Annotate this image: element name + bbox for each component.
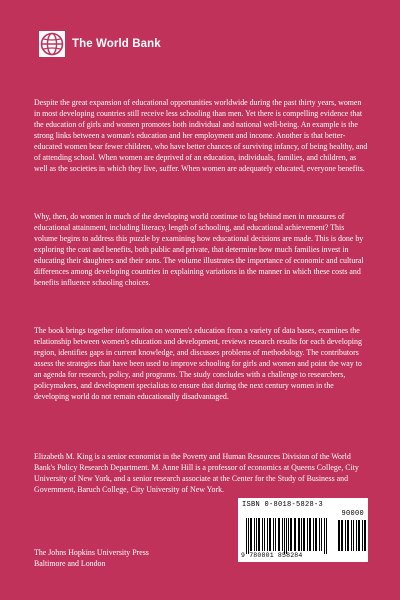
publisher-line-2: Baltimore and London [34,558,106,568]
publisher-line-1: The Johns Hopkins University Press [34,548,149,557]
price-code: 90000 [341,510,364,518]
paragraph-intro: Despite the great expansion of educational opportunities worldwide during the past thirty years, women in most developing countries still receive less schooling than men. Yet there is compelling evidence that the education of girls and women promotes both individual and national well-being. An example is the strong links between a woman's education and her employment and income. Another is that better-educated women bear fewer children, who have better chances of surviving infancy, of being healthy, and of attending school. When women are deprived of an education, individuals, families, and children, as well as the societies in which they live, suffer. When women are adequately educated, everyone benefits. [34,98,368,173]
publisher-name: The World Bank [72,38,161,50]
barcode-digits: 9 780801 858284 [241,552,303,559]
publisher-imprint [34,548,149,570]
world-bank-logo [39,31,161,57]
paragraph-book-summary: The book brings together information on women's education from a variety of data bases, examines the relationship between women's education and development, reviews research results for each developing region, identifies gaps in current knowledge, and discusses problems of methodology. The contributors assess the strategies that have been used to improve schooling for girls and women and point the way to an agenda for research, policy, and programs. The study concludes with a challenge to researchers, policymakers, and development specialists to ensure that during the next century women in the developing world do not remain educationally disadvantaged. [34,326,362,401]
isbn-barcode [238,498,368,562]
paragraph-question: Why, then, do women in much of the developing world continue to lag behind men in measures of educational attainment, including literacy, length of schooling, and educational achievement? This volume begins to address this puzzle by examining how educational decisions are made. This is done by exploring the cost and benefits, both public and private, that determine how much families invest in educating their daughters and their sons. The volume illustrates the importance of economic and cultural differences among developing countries in explaining variations in the manner in which these costs and benefits influence schooling choices. [34,212,364,287]
globe-emblem-icon [39,31,65,57]
paragraph-authors: Elizabeth M. King is a senior economist in the Poverty and Human Resources Division of the World Bank's Policy Research Department. M. Anne Hill is a professor of economics at Queens College, City University of New York, and a senior research associate at the Center for the Study of Business and Government, Baruch College, City University of New York. [34,452,359,494]
isbn-number: ISBN 0-8018-5828-3 [242,501,324,509]
